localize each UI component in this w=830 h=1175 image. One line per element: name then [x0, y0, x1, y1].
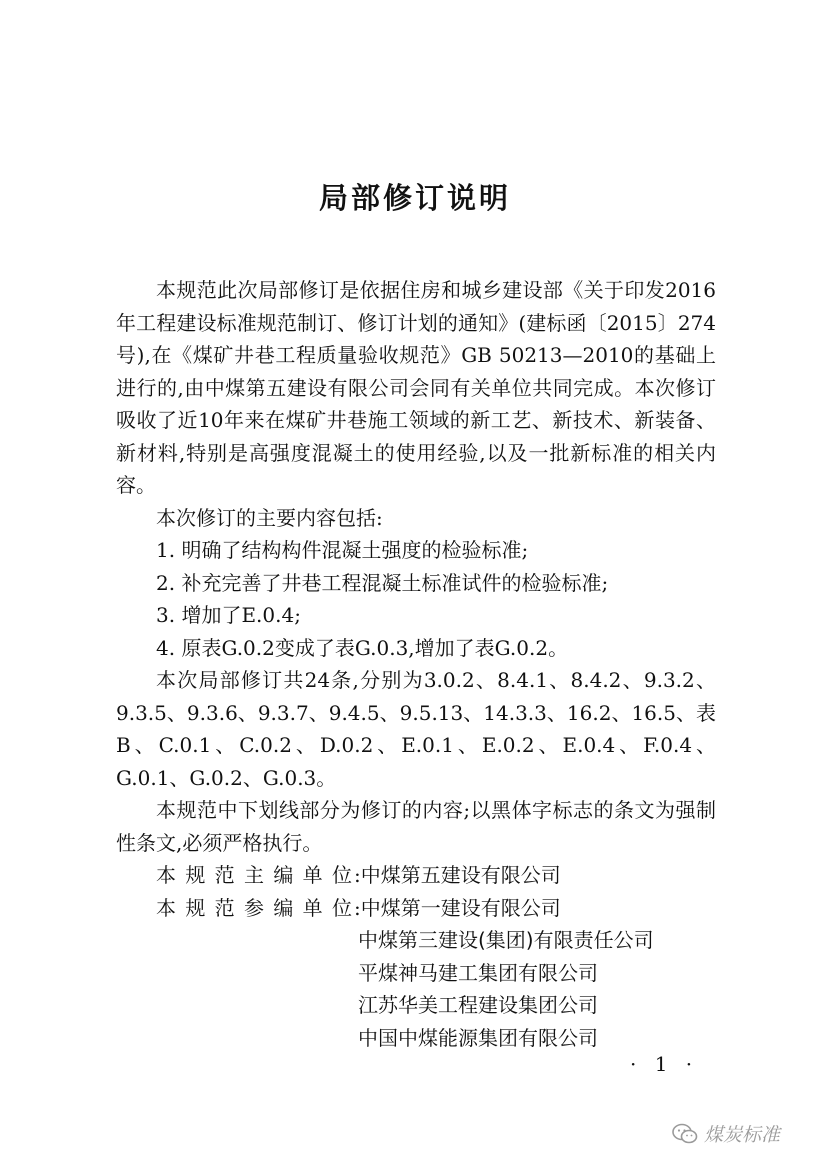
paragraph-contents-heading: 本次修订的主要内容包括: — [156, 505, 383, 530]
paragraph-revised-clauses: 本次局部修订共24条,分别为3.0.2、8.4.1、8.4.2、9.3.2、9.3.5、9.3.6、9.3.7、9.4.5、9.5.13、14.3.3、16.2、16.5、表B、C.0.1、C.0.2、D.0.2、E.0.1、E.0.2、E.0.4、F.0.4、G.0.1、G.0.2、G.0.3。 — [116, 668, 716, 790]
page-number: · 1 · — [630, 1052, 699, 1076]
list-item: 1. 明确了结构构件混凝土强度的检验标准; — [156, 538, 529, 562]
list-item: 2. 补充完善了井巷工程混凝土标准试件的检验标准; — [156, 570, 609, 595]
paragraph-mandatory-note: 本规范中下划线部分为修订的内容;以黑体字标志的条文为强制性条文,必须严格执行。 — [116, 798, 716, 855]
paragraph-intro: 本规范此次局部修订是依据住房和城乡建设部《关于印发2016年工程建设标准规范制订、修订计划的通知》(建标函〔2015〕274号),在《煤矿井巷工程质量验收规范》GB 50213—2010的基础上进行的,由中煤第五建设有限公司会同有关单位共同完成。本次修订吸收了近10年来在煤矿井巷施工领域的新工艺、新技术、新装备、新材料,特别是高强度混凝土的使用经验,以及一批新标准的相关内容。 — [116, 278, 716, 497]
list-item: 3. 增加了E.0.4; — [156, 603, 301, 627]
document-body — [116, 274, 716, 1054]
participating-unit-label: 本规范参编单位 — [156, 895, 354, 920]
chief-unit-name: 中煤第五建设有限公司 — [360, 863, 561, 887]
list-item: 4. 原表G.0.2变成了表G.0.3,增加了表G.0.2。 — [156, 635, 569, 660]
chief-unit-line — [116, 859, 716, 892]
watermark — [672, 1120, 780, 1147]
chief-unit-label: 本规范主编单位 — [156, 863, 354, 887]
watermark-text: 煤炭标准 — [704, 1124, 781, 1146]
participating-unit-item: 平煤神马建工集团有限公司 — [358, 960, 598, 985]
participating-unit-item: 中煤第三建设(集团)有限责任公司 — [358, 928, 654, 952]
page-title: 局部修订说明 — [318, 181, 511, 215]
participating-unit-item: 中国中煤能源集团有限公司 — [358, 1025, 598, 1050]
chief-unit-colon: : — [354, 863, 361, 887]
participating-unit-colon: : — [354, 895, 361, 920]
participating-unit-item: 江苏华美工程建设集团公司 — [358, 993, 598, 1017]
participating-unit-name: 中煤第一建设有限公司 — [360, 895, 561, 920]
participating-unit-line — [116, 892, 716, 925]
wechat-icon — [672, 1123, 698, 1145]
